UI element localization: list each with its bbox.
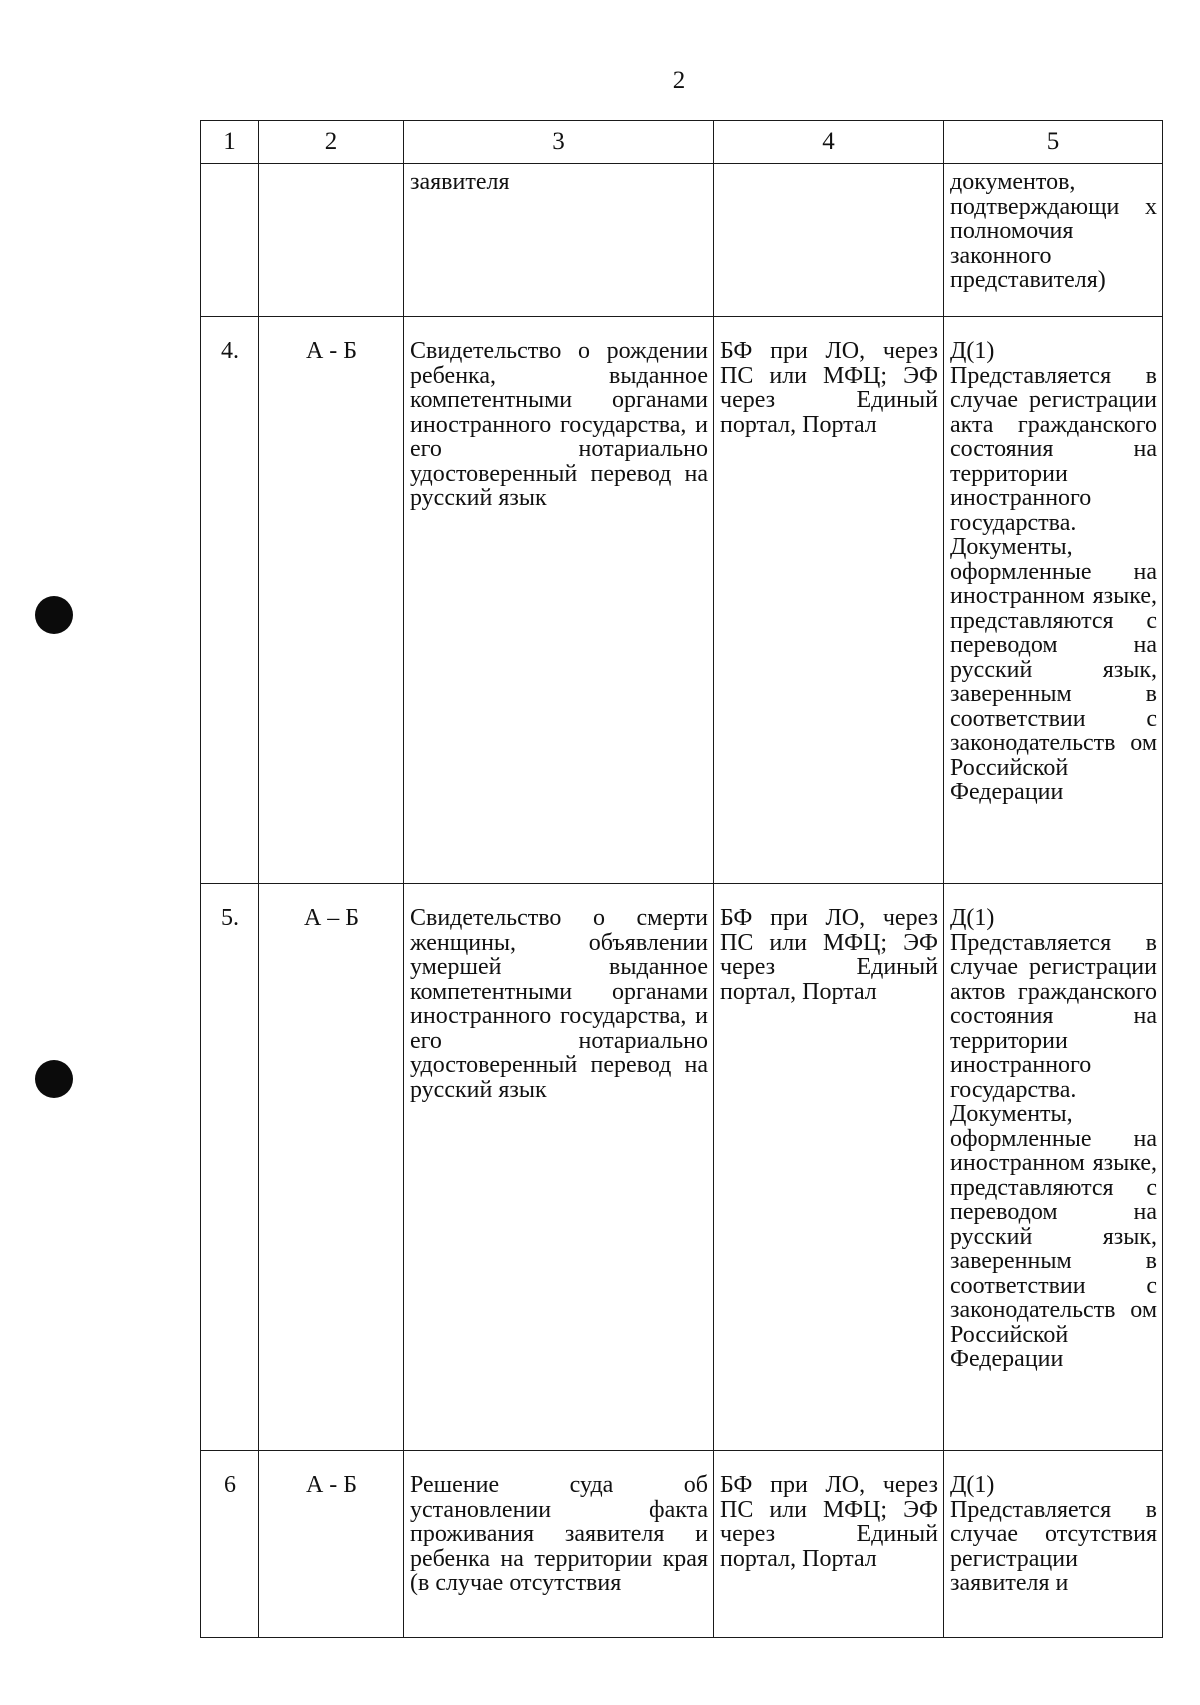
column-header: 5	[944, 121, 1163, 164]
column-header: 4	[714, 121, 944, 164]
column-header: 3	[404, 121, 714, 164]
row-number-cell	[201, 164, 259, 317]
category-cell: А - Б	[259, 317, 404, 884]
table-row	[201, 1451, 1163, 1638]
note-cell: Д(1) Представляется в случае регистрации акта гражданского состояния на территории иностранного государства. Документы, оформленные на иностранном языке, представляются с переводом на русский язык, заверенным в соответствии с законодательств ом Российской Федерации	[944, 317, 1163, 884]
column-header: 2	[259, 121, 404, 164]
note-cell: Д(1) Представляется в случае регистрации актов гражданского состояния на территории иностранного государства. Документы, оформленные на иностранном языке, представляются с переводом на русский язык, заверенным в соответствии с законодательств ом Российской Федерации	[944, 884, 1163, 1451]
category-cell: А - Б	[259, 1451, 404, 1638]
row-number-cell: 4.	[201, 317, 259, 884]
document-cell: Решение суда об установлении факта проживания заявителя и ребенка на территории края (в случае отсутствия	[404, 1451, 714, 1638]
table-row	[201, 884, 1163, 1451]
punch-hole-mark	[35, 1060, 73, 1098]
column-header: 1	[201, 121, 259, 164]
page-number: 2	[672, 67, 686, 94]
row-number-cell: 5.	[201, 884, 259, 1451]
note-cell: Д(1) Представляется в случае отсутствия регистрации заявителя и	[944, 1451, 1163, 1638]
method-cell	[714, 164, 944, 317]
document-cell: Свидетельство о смерти женщины, объявлении умершей выданное компетентными органами иностранного государства, и его нотариально удостоверенный перевод на русский язык	[404, 884, 714, 1451]
category-cell: А – Б	[259, 884, 404, 1451]
documents-table	[200, 120, 1163, 1638]
table-row	[201, 164, 1163, 317]
category-cell	[259, 164, 404, 317]
punch-hole-mark	[35, 596, 73, 634]
method-cell: БФ при ЛО, через ПС или МФЦ; ЭФ через Единый портал, Портал	[714, 317, 944, 884]
table-header-row	[201, 121, 1163, 164]
document-cell: заявителя	[404, 164, 714, 317]
row-number-cell: 6	[201, 1451, 259, 1638]
note-cell: документов, подтверждающи х полномочия законного представителя)	[944, 164, 1163, 317]
method-cell: БФ при ЛО, через ПС или МФЦ; ЭФ через Единый портал, Портал	[714, 884, 944, 1451]
table-row	[201, 317, 1163, 884]
method-cell: БФ при ЛО, через ПС или МФЦ; ЭФ через Единый портал, Портал	[714, 1451, 944, 1638]
document-cell: Свидетельство о рождении ребенка, выданное компетентными органами иностранного государства, и его нотариально удостоверенный перевод на русский язык	[404, 317, 714, 884]
